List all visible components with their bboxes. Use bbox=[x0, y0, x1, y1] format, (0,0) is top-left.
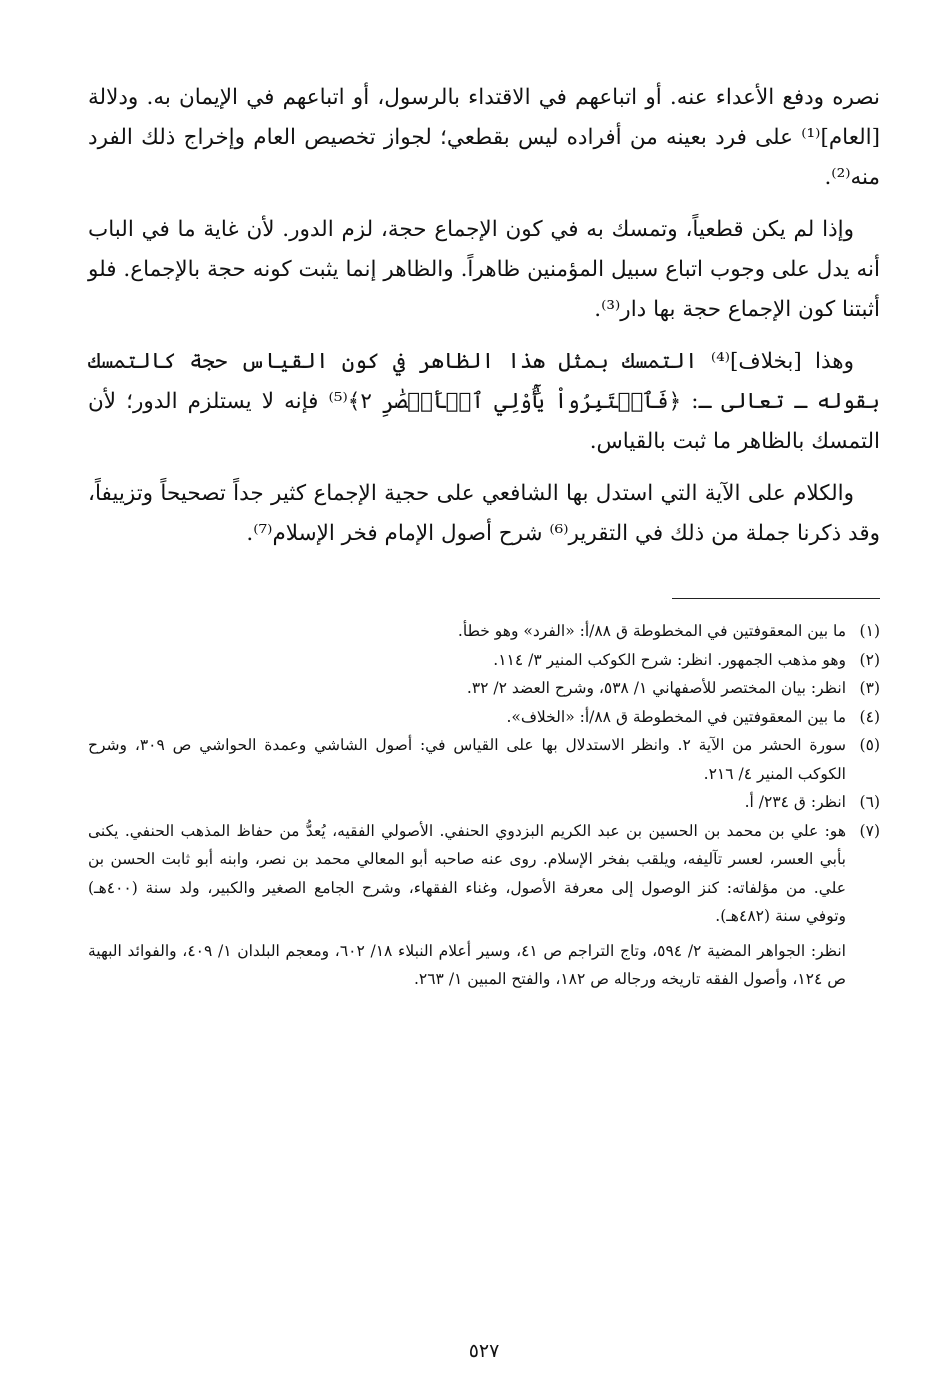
footnote-4 bbox=[88, 703, 880, 732]
footnote-text: ما بين المعقوفتين في المخطوطة ق ٨٨/أ: «الفرد» وهو خطأ. bbox=[457, 622, 846, 640]
footnote-number: (١) bbox=[859, 622, 880, 640]
footnote-text: وهو مذهب الجمهور. انظر: شرح الكوكب المنير ٣/ ١١٤. bbox=[493, 650, 846, 669]
footnote-separator bbox=[672, 598, 880, 599]
footnote-1 bbox=[88, 617, 880, 646]
footnote-number: (٢) bbox=[859, 650, 880, 669]
footnote-number: (٦) bbox=[859, 793, 880, 811]
footnote-text: سورة الحشر من الآية ٢. وانظر الاستدلال بها على القياس في: أصول الشاشي وعمدة الحواشي ص ٣٠٩، وشرح الكوكب المنير ٤/ ٢١٦. bbox=[88, 736, 846, 783]
paragraph-3: وهذا [بخلاف]⁽⁴⁾ التمسك بمثل هذا الظاهر في كون القياس حجة كالتمسك بقوله ـ تعالى ـ: ﴿فَٱعۡتَبِرُواْ يَٰٓأُوْلِي ٱلۡأَبۡصَٰرِ ٢﴾⁽⁵⁾ فإنه لا يستلزم الدور؛ لأن التمسك بالظاهر ما ثبت بالقياس. bbox=[88, 349, 880, 454]
footnote-text: ما بين المعقوفتين في المخطوطة ق ٨٨/أ: «الخلاف». bbox=[506, 707, 846, 726]
footnote-text: انظر: ق ٢٣٤/ أ. bbox=[744, 793, 846, 811]
footnote-text: انظر: بيان المختصر للأصفهاني ١/ ٥٣٨، وشرح العضد ٢/ ٣٢. bbox=[466, 679, 846, 697]
footnote-2 bbox=[88, 646, 880, 675]
footnote-text: هو: علي بن محمد بن الحسين بن عبد الكريم البزدوي الحنفي. الأصولي الفقيه، يُعدُّ من حفاظ المذهب الحنفي. يكنى بأبي العسر، لعسر تآليفه، ويلقب بفخر الإسلام. روى عنه صاحبه أبو المعالي محمد بن نصر، وابنه أبو ثابت الحسن بن علي. من مؤلفاته: كنز الوصول إلى معرفة الأصول، وغناء الفقهاء، وشرح الجامع الصغير والكبير، ولد سنة (٤٠٠هـ) وتوفي سنة (٤٨٢هـ). bbox=[88, 821, 846, 925]
footnote-number: (٣) bbox=[859, 679, 880, 697]
footnote-number: (٥) bbox=[859, 736, 880, 754]
footnote-7-references: انظر: الجواهر المضية ٢/ ٥٩٤، وتاج التراجم ص ٤١، وسير أعلام النبلاء ١٨/ ٦٠٢، ومعجم البلدان ١/ ٤٠٩، والفوائد البهية ص ١٢٤، وأصول الفقه تاريخه ورجاله ص ١٨٢، والفتح المبين ١/ ٢٦٣. bbox=[88, 941, 846, 988]
footnote-7 bbox=[88, 817, 880, 931]
main-text bbox=[88, 78, 880, 554]
footnote-6 bbox=[88, 788, 880, 817]
paragraph-4: والكلام على الآية التي استدل بها الشافعي على حجية الإجماع كثير جداً تصحيحاً وتزييفاً، وقد ذكرنا جملة من ذلك في التقرير⁽⁶⁾ شرح أصول الإمام فخر الإسلام⁽⁷⁾. bbox=[88, 481, 880, 546]
footnote-number: (٤) bbox=[859, 707, 880, 726]
document-page bbox=[88, 78, 880, 1383]
paragraph-1: نصره ودفع الأعداء عنه. أو اتباعهم في الاقتداء بالرسول، أو اتباعهم في الإيمان به. ودلالة [العام]⁽¹⁾ على فرد بعينه من أفراده ليس بقطعي؛ لجواز تخصيص العام وإخراج ذلك الفرد منه⁽²⁾. bbox=[88, 85, 880, 190]
footnote-number: (٧) bbox=[859, 821, 880, 840]
paragraph-2: وإذا لم يكن قطعياً، وتمسك به في كون الإجماع حجة، لزم الدور. لأن غاية ما في الباب أنه يدل على وجوب اتباع سبيل المؤمنين ظاهراً. والظاهر إنما يثبت كونه حجة بالإجماع. فلو أثبتنا كون الإجماع حجة بها دار⁽³⁾. bbox=[88, 217, 880, 322]
footnotes bbox=[88, 617, 880, 994]
footnote-3 bbox=[88, 674, 880, 703]
page-number: ٥٢٧ bbox=[468, 1340, 500, 1362]
footnote-5 bbox=[88, 731, 880, 788]
